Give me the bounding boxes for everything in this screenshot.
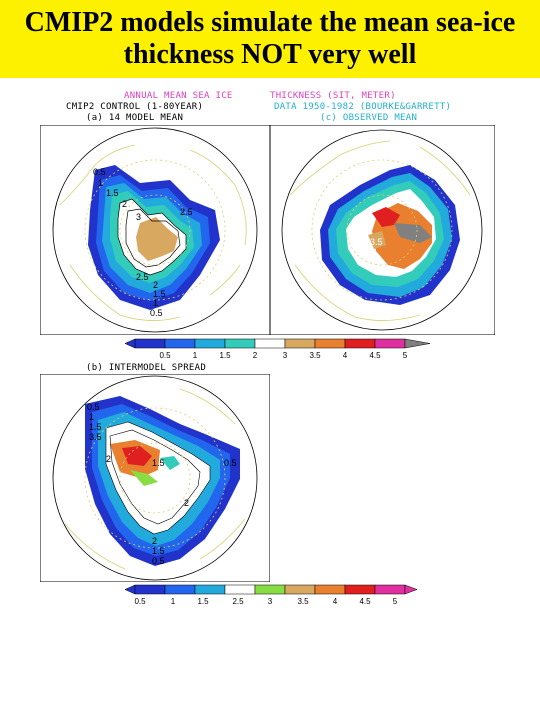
colorbar-tick: 5 [402,351,408,360]
slide-title: CMIP2 models simulate the mean sea-ice thickness NOT very well [24,7,516,70]
contour-label: 1.5 [153,289,166,299]
contour-label: 1.5 [89,422,102,432]
colorbar-tick: 1.5 [219,351,231,360]
colorbar-tick: 4.5 [369,351,381,360]
contour-label: 1.5 [106,188,119,198]
contour-label: 0.5 [87,402,100,412]
colorbar-tick: 0.5 [159,351,171,360]
contour-label: 2 [106,454,112,464]
colorbar-bottom [125,583,445,607]
contour-label: 1 [89,412,95,422]
contour-label: 1 [153,298,159,308]
colorbar-tick: 4.5 [359,597,371,606]
contour-label: 0.5 [152,556,165,566]
contour-label: 2 [152,536,158,546]
contour-label: 1 [98,178,104,188]
header-line2-right: DATA 1950-1982 (BOURKE&GARRETT) [274,102,452,112]
colorbar-top [125,337,445,361]
contour-label: 0.5 [93,167,106,177]
colorbar-tick: 2 [252,351,258,360]
colorbar-tick: 4 [342,351,348,360]
colorbar-tick: 3 [282,351,288,360]
panel-a-label: (a) 14 MODEL MEAN [86,113,184,123]
colorbar-tick: 1 [192,351,198,360]
colorbar-tick: 4 [332,597,338,606]
contour-label: 0.5 [150,308,163,318]
colorbar-tick: 1 [170,597,176,606]
colorbar-tick: 3 [267,597,273,606]
colorbar-tick: 2.5 [232,597,244,606]
contour-label: 2.5 [180,207,193,217]
contour-label: 0.5 [224,458,237,468]
colorbar-tick: 5 [392,597,398,606]
colorbar-tick: 1.5 [197,597,209,606]
panel-b-map [40,374,270,582]
header-line1-left: ANNUAL MEAN SEA ICE [124,91,233,101]
contour-label: 2.5 [136,272,149,282]
panel-c-map [270,125,495,335]
header-line2-left: CMIP2 CONTROL (1-80YEAR) [66,102,204,112]
contour-label: 2 [184,498,190,508]
contour-label: 1.5 [152,546,165,556]
contour-label: 1.5 [152,458,165,468]
colorbar-tick: 3.5 [297,597,309,606]
header-line1-right: THICKNESS (SIT, METER) [270,91,396,101]
contour-label: 2 [122,199,128,209]
contour-label: 2 [153,280,159,290]
colorbar-tick: 0.5 [134,597,146,606]
panel-b-label: (b) INTERMODEL SPREAD [86,363,207,373]
panel-c-label: (c) OBSERVED MEAN [320,113,418,123]
contour-label: 3.5 [89,432,102,442]
contour-label: 3.5 [370,237,383,247]
panel-a-map [40,125,270,335]
colorbar-tick: 3.5 [309,351,321,360]
contour-label: 3 [136,212,142,222]
